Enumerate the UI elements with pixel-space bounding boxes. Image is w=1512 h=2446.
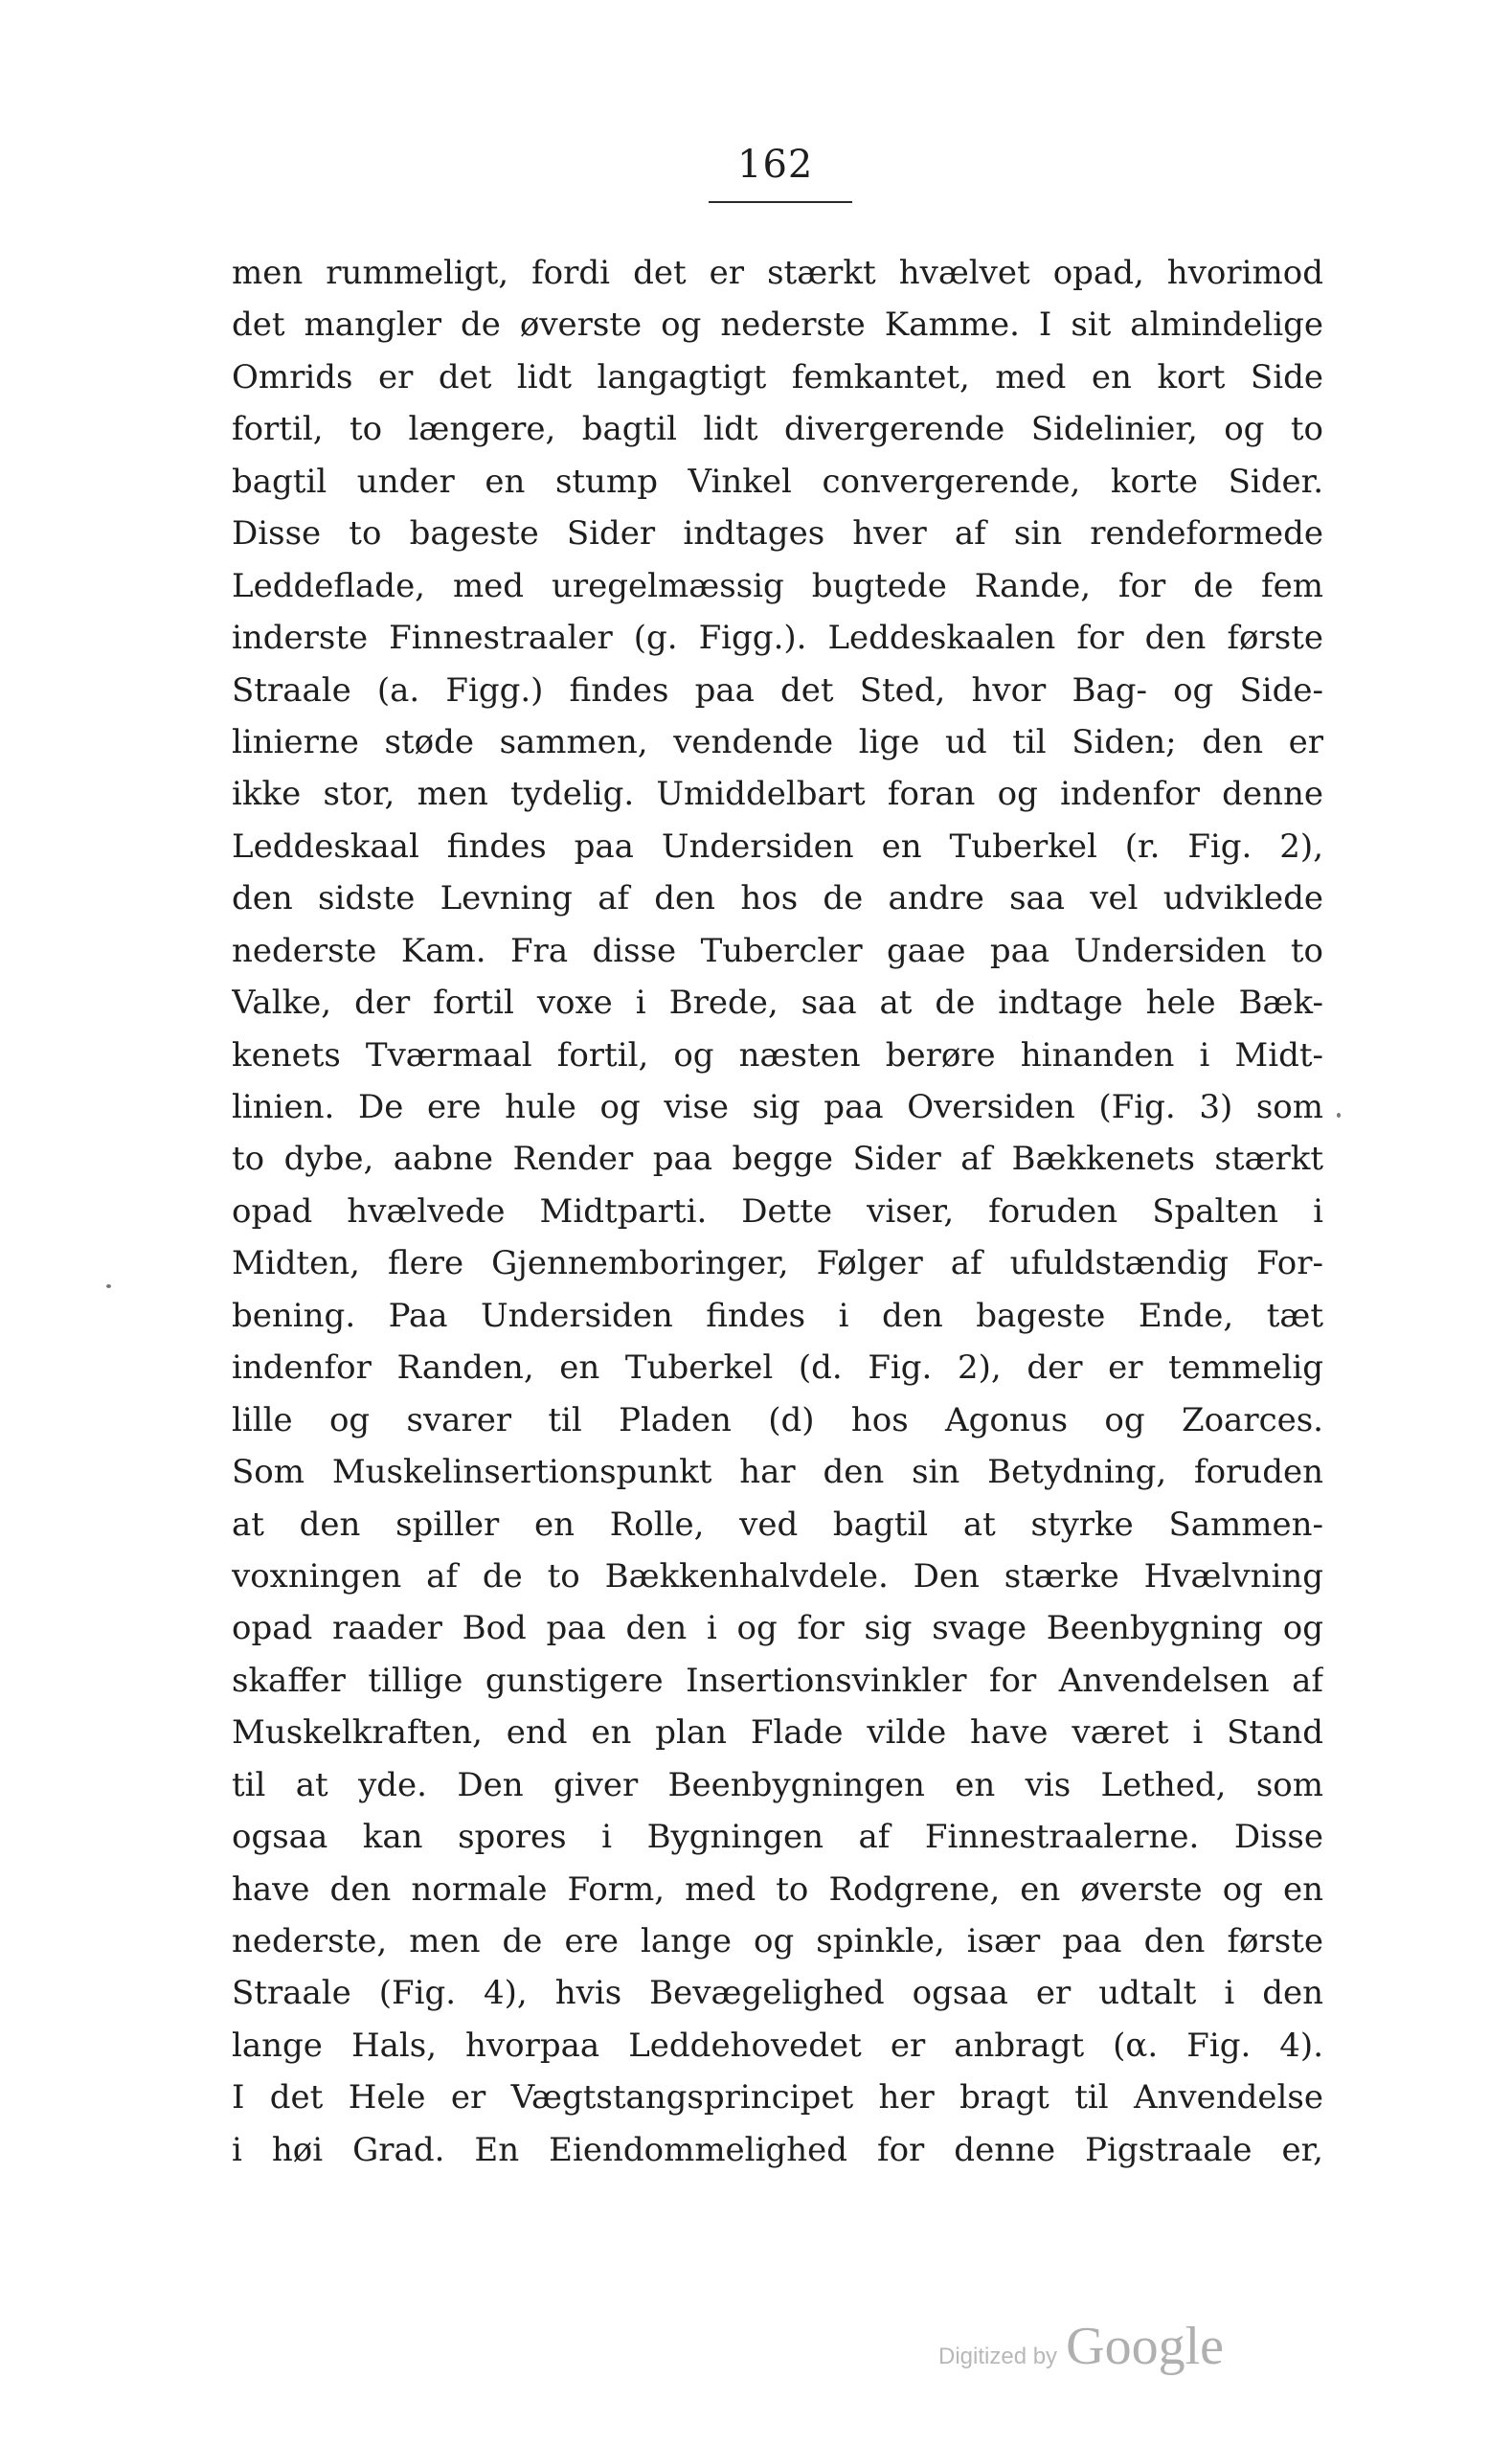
text-line: inderste Finnestraaler (g. Figg.). Leddeskaalen for den første [232,619,1323,658]
text-line: Valke, der fortil voxe i Brede, saa at de indtage hele Bæk- [232,984,1323,1023]
text-line: linierne støde sammen, vendende lige ud til Siden; den er [232,722,1323,761]
text-line: lille og svarer til Pladen (d) hos Agonus og Zoarces. [232,1400,1323,1439]
text-line: det mangler de øverste og nederste Kamme. I sit almindelige [232,306,1323,345]
speck-mark [1337,1113,1341,1118]
text-line: Muskelkraften, end en plan Flade vilde have været i Stand [232,1713,1323,1753]
text-line: ikke stor, men tydelig. Umiddelbart foran og indenfor denne [232,775,1323,814]
text-line: nederste Kam. Fra disse Tubercler gaae paa Undersiden to [232,931,1323,970]
text-line: fortil, to længere, bagtil lidt divergerende Sidelinier, og to [232,410,1323,449]
text-line: to dybe, aabne Render paa begge Sider af Bækkenets stærkt [232,1140,1323,1179]
text-line: lange Hals, hvorpaa Leddehovedet er anbragt (α. Fig. 4). [232,2026,1323,2065]
text-line: at den spiller en Rolle, ved bagtil at styrke Sammen- [232,1505,1323,1544]
text-line: Som Muskelinsertionspunkt har den sin Betydning, foruden [232,1453,1323,1492]
text-line: opad hvælvede Midtparti. Dette viser, foruden Spalten i [232,1191,1323,1231]
digitized-by-watermark [938,2316,1224,2377]
page-number-rule [709,201,852,203]
text-line: I det Hele er Vægtstangsprincipet her bragt til Anvendelse [232,2078,1323,2118]
text-line: indenfor Randen, en Tuberkel (d. Fig. 2), der er temmelig [232,1348,1323,1388]
text-line: bagtil under en stump Vinkel convergerende, korte Sider. [232,462,1323,501]
text-line: Omrids er det lidt langagtigt femkantet, med en kort Side [232,357,1323,396]
google-logo: Google [1066,2317,1225,2376]
text-line: skaffer tillige gunstigere Insertionsvinkler for Anvendelsen af [232,1661,1323,1700]
text-line: Leddeflade, med uregelmæssig bugtede Rande, for de fem [232,566,1323,605]
text-line: men rummeligt, fordi det er stærkt hvælvet opad, hvorimod [232,254,1323,292]
text-line: nederste, men de ere lange og spinkle, især paa den første [232,1922,1323,1960]
page-number: 162 [737,143,814,187]
text-line: opad raader Bod paa den i og for sig svage Beenbygning og [232,1609,1323,1648]
text-line: Straale (Fig. 4), hvis Bevægelighed ogsaa er udtalt i den [232,1974,1323,2013]
text-line: ogsaa kan spores i Bygningen af Finnestraalerne. Disse [232,1818,1323,1857]
text-line: linien. De ere hule og vise sig paa Oversiden (Fig. 3) som [232,1088,1323,1126]
text-line: have den normale Form, med to Rodgrene, en øverste og en [232,1869,1323,1909]
text-line: i høi Grad. En Eiendommelighed for denne Pigstraale er, [232,2130,1323,2169]
text-line: voxningen af de to Bækkenhalvdele. Den stærke Hvælvning [232,1556,1323,1596]
text-line: Straale (a. Figg.) findes paa det Sted, hvor Bag- og Side- [232,670,1323,710]
digitized-label: Digitized by [938,2344,1058,2369]
text-line: bening. Paa Undersiden findes i den bageste Ende, tæt [232,1296,1323,1335]
speck-mark [106,1284,111,1288]
body-text [232,247,1323,2176]
text-line: den sidste Levning af den hos de andre saa vel udviklede [232,879,1323,918]
text-line: kenets Tværmaal fortil, og næsten berøre hinanden i Midt- [232,1035,1323,1075]
text-line: Leddeskaal findes paa Undersiden en Tuberkel (r. Fig. 2), [232,827,1323,866]
text-line: til at yde. Den giver Beenbygningen en vis Lethed, som [232,1765,1323,1804]
text-line: Midten, flere Gjennemboringer, Følger af ufuldstændig For- [232,1244,1323,1283]
text-line: Disse to bageste Sider indtages hver af sin rendeformede [232,514,1323,554]
